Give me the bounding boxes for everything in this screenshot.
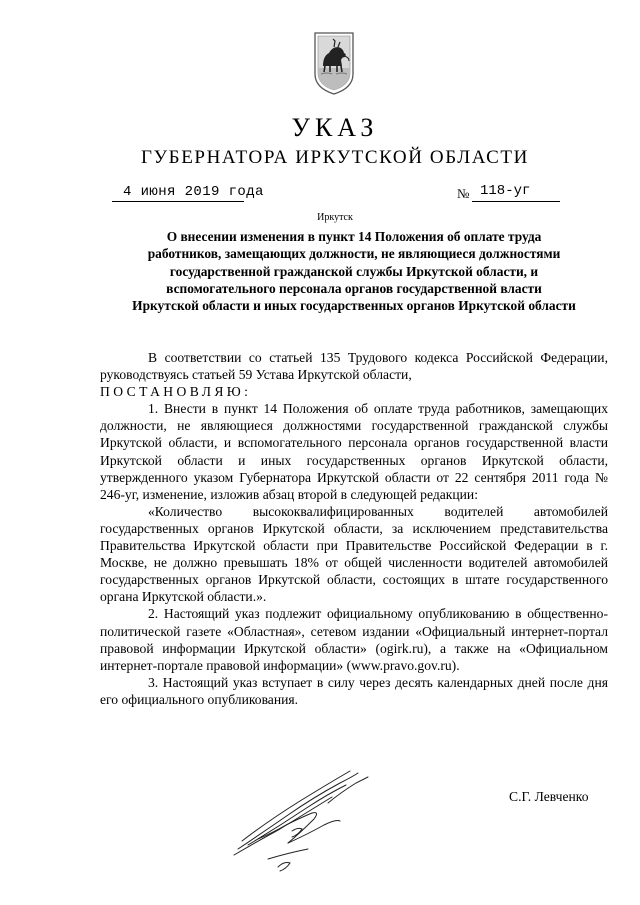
number-underline	[472, 201, 560, 202]
heading-line: государственной гражданской службы Иркутской области, и	[169, 263, 539, 279]
decree-word: ПОСТАНОВЛЯЮ:	[100, 384, 252, 400]
city-label: Иркутск	[317, 212, 353, 223]
signer-name: С.Г. Левченко	[509, 789, 589, 804]
issuer-title: ГУБЕРНАТОРА ИРКУТСКОЙ ОБЛАСТИ	[141, 147, 529, 168]
document-body	[100, 349, 608, 708]
heading-line: Иркутской области и иных государственных органов Иркутской области	[132, 298, 576, 314]
coat-of-arms-emblem	[312, 30, 356, 96]
heading-line: вспомогательного персонала органов государственной власти	[166, 280, 542, 296]
date-underline	[112, 201, 244, 202]
handwritten-signature	[228, 763, 398, 875]
heading-line: О внесении изменения в пункт 14 Положения об оплате труда	[166, 229, 542, 244]
document-heading	[104, 228, 604, 314]
heading-line: работников, замещающих должности, не являющиеся должностями	[147, 246, 561, 262]
item-2-paragraph: 2. Настоящий указ подлежит официальному опубликованию в общественно-политической газете «Областная», сетевом издании «Официальный интернет-портал правовой информации Иркутской области» (ogirk.ru), а также на «Официальном интернет-портале правовой информации» (www.pravo.gov.ru).	[100, 606, 608, 673]
number-sign: №	[457, 186, 470, 201]
preamble-paragraph: В соответствии со статьей 135 Трудового кодекса Российской Федерации, руководствуясь статьей 59 Устава Иркутской области,	[100, 350, 608, 383]
document-date: 4 июня 2019 года	[123, 184, 264, 200]
document-type-title: УКАЗ	[291, 113, 379, 142]
item-1-paragraph: 1. Внести в пункт 14 Положения об оплате труда работников, замещающих должности, не являющиеся должностями государственной гражданской службы Иркутской области, и вспомогательного персонала органов государственной власти Иркутской области и иных государственных органов Иркутской области, утвержденного указом Губернатора Иркутской области от 22 сентября 2011 года № 246-уг, изменение, изложив абзац второй в следующей редакции:	[100, 401, 608, 502]
quoted-paragraph: «Количество высококвалифицированных водителей автомобилей государственных органов Иркутской области, за исключением представительства Правительства Иркутской области при Правительстве Российской Федерации в г. Москве, не должно превышать 18% от общей численности водителей автомобилей государственных органов Иркутской области, состоящих в штате государственного органа Иркутской области.».	[100, 503, 608, 605]
item-3-paragraph: 3. Настоящий указ вступает в силу через десять календарных дней после дня его официального опубликования.	[100, 674, 608, 707]
document-number: 118-уг	[480, 183, 531, 199]
